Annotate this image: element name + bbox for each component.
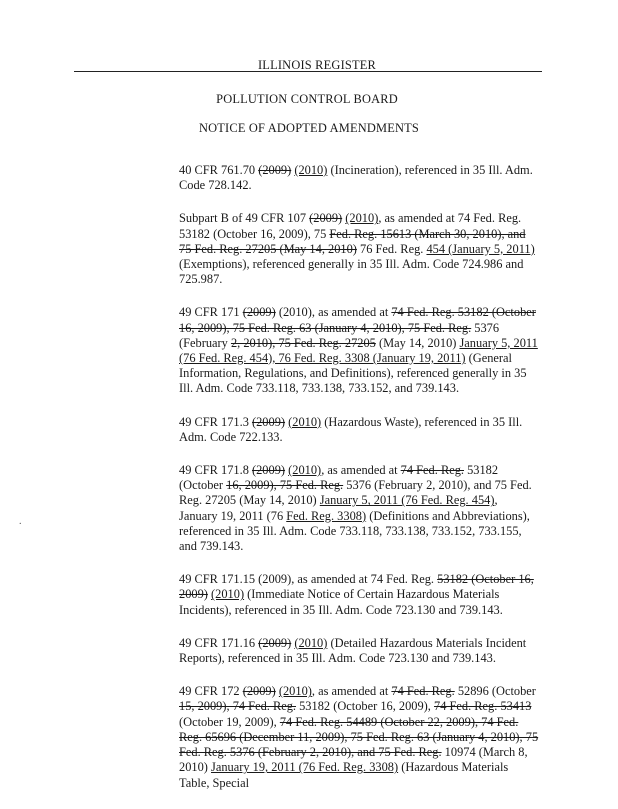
paragraph-text: (Incineration), referenced in 35 Ill. Adm. Code 728.142. (179, 163, 533, 193)
deleted-text: (2009) (258, 635, 292, 650)
deleted-text: 74 Fed. Reg. (391, 684, 455, 699)
paragraph-text: 49 CFR 171.16 (179, 635, 259, 650)
inserted-text: Fed. Reg. 3308) (286, 508, 367, 523)
paragraph-text: 76 Fed. Reg. (356, 241, 427, 256)
deleted-text: 74 Fed. Reg. 54489 (October 22, 2009), 74 Fed. Reg. 65696 (December 11, 2009), 75 Fed. Reg. 63 (January 4, 2010), 75 Fed. Reg. 5376 (February 2, 2010), and 75 Fed. Reg. (179, 714, 539, 760)
paragraph-text: (Detailed Hazardous Materials Incident Reports), referenced in 35 Ill. Adm. Code 723.130 and 739.143. (179, 635, 527, 666)
inserted-text: January 19, 2011 (76 Fed. Reg. 3308) (211, 760, 399, 775)
deleted-text: (2009) (251, 463, 286, 478)
paragraph-text: 40 CFR 761.70 (179, 163, 259, 177)
paragraph-text: (October 19, 2009), (179, 714, 280, 729)
board-title: POLLUTION CONTROL BOARD (216, 92, 398, 106)
paragraph-text: 53182 (October (179, 463, 499, 493)
paragraph-text: (May 14, 2010) (375, 335, 460, 350)
paragraph-text: 53182 (October 16, 2009), (296, 699, 435, 714)
margin-mark: . (19, 516, 22, 527)
paragraph (179, 684, 539, 790)
deleted-text: (2009) (258, 163, 292, 177)
deleted-text: 74 Fed. Reg. 53413 (434, 699, 532, 714)
deleted-text: 74 Fed. Reg. (400, 463, 464, 478)
paragraph-text: 52896 (October (454, 684, 536, 699)
paragraph (179, 163, 539, 193)
paragraph-text: (General Information, Regulations, and Definitions), referenced generally in 35 Ill. Adm. Code 733.118, 733.138, 733.152, and 739.143. (179, 351, 527, 396)
deleted-text: 16, 2009), 75 Fed. Reg. (226, 478, 344, 493)
paragraph-text: 5376 (February 2, 2010), and 75 Fed. Reg. 27205 (May 14, 2010) (179, 478, 532, 508)
document-body (179, 163, 539, 809)
paragraph (179, 636, 539, 666)
paragraph-text: , as amended at (311, 684, 392, 699)
paragraph-text: (2010), as amended at (275, 305, 392, 320)
deleted-text: (2009) (251, 414, 286, 429)
inserted-text: (2010) (294, 635, 328, 650)
notice-title: NOTICE OF ADOPTED AMENDMENTS (198, 121, 420, 135)
paragraph-text: 10974 (March 8, 2010) (179, 745, 528, 775)
inserted-text: (2010) (294, 163, 328, 177)
paragraph-text: , as amended at (321, 463, 401, 478)
deleted-text: (2009) (242, 684, 276, 699)
inserted-text: (2010) (211, 587, 245, 602)
paragraph-text: 49 CFR 171.15 (2009), as amended at 74 Fed. Reg. (179, 572, 438, 587)
inserted-text: (2010) (288, 463, 322, 478)
paragraph-text: 49 CFR 171.8 (179, 463, 252, 478)
paragraph-text: , as amended at 74 Fed. Reg. 53182 (October 16, 2009), 75 (179, 211, 522, 241)
paragraph-text: , January 19, 2011 (76 (179, 493, 498, 523)
inserted-text: 454 (January 5, 2011) (426, 241, 535, 256)
paragraph (179, 305, 539, 396)
register-title: ILLINOIS REGISTER (257, 58, 376, 72)
deleted-text: 15, 2009), 74 Fed. Reg. (179, 699, 297, 714)
paragraph-text: (Definitions and Abbreviations), referenced in 35 Ill. Adm. Code 733.118, 733.138, 733.152, 733.155, and 739.143. (179, 508, 530, 554)
deleted-text: (2009) (309, 211, 343, 226)
paragraph-text: Subpart B of 49 CFR 107 (179, 211, 310, 226)
paragraph-text: 49 CFR 172 (179, 684, 243, 699)
deleted-text: 53182 (October 16, 2009) (179, 572, 534, 602)
inserted-text: January 5, 2011 (76 Fed. Reg. 454), 76 Fed. Reg. 3308 (January 19, 2011) (179, 335, 538, 366)
paragraph (179, 415, 539, 445)
paragraph (179, 211, 539, 287)
paragraph-text: (Immediate Notice of Certain Hazardous Materials Incidents), referenced in 35 Ill. Adm. Code 723.130 and 739.143. (179, 587, 503, 617)
paragraph-text: (Exemptions), referenced generally in 35 Ill. Adm. Code 724.986 and 725.987. (179, 257, 524, 287)
paragraph-text: 49 CFR 171.3 (179, 414, 252, 429)
paragraph-text: 5376 (February (179, 320, 500, 350)
paragraph-text: (Hazardous Waste), referenced in 35 Ill. Adm. Code 722.133. (179, 414, 523, 444)
deleted-text: Fed. Reg. 15613 (March 30, 2010), and 75 Fed. Reg. 27205 (May 14, 2010) (179, 226, 526, 256)
inserted-text: (2010) (345, 211, 379, 226)
deleted-text: 74 Fed. Reg. 53182 (October 16, 2009), 75 Fed. Reg. 63 (January 4, 2010), 75 Fed. Reg. (179, 305, 536, 335)
inserted-text: January 5, 2011 (76 Fed. Reg. 454) (319, 493, 495, 508)
paragraph (179, 572, 539, 618)
deleted-text: 2, 2010), 75 Fed. Reg. 27205 (230, 335, 376, 350)
paragraph-text: (Hazardous Materials Table, Special (179, 760, 509, 790)
inserted-text: (2010) (278, 684, 312, 699)
deleted-text: (2009) (242, 305, 276, 320)
inserted-text: (2010) (288, 414, 322, 429)
paragraph-text: 49 CFR 171 (179, 305, 243, 320)
paragraph (179, 463, 539, 554)
